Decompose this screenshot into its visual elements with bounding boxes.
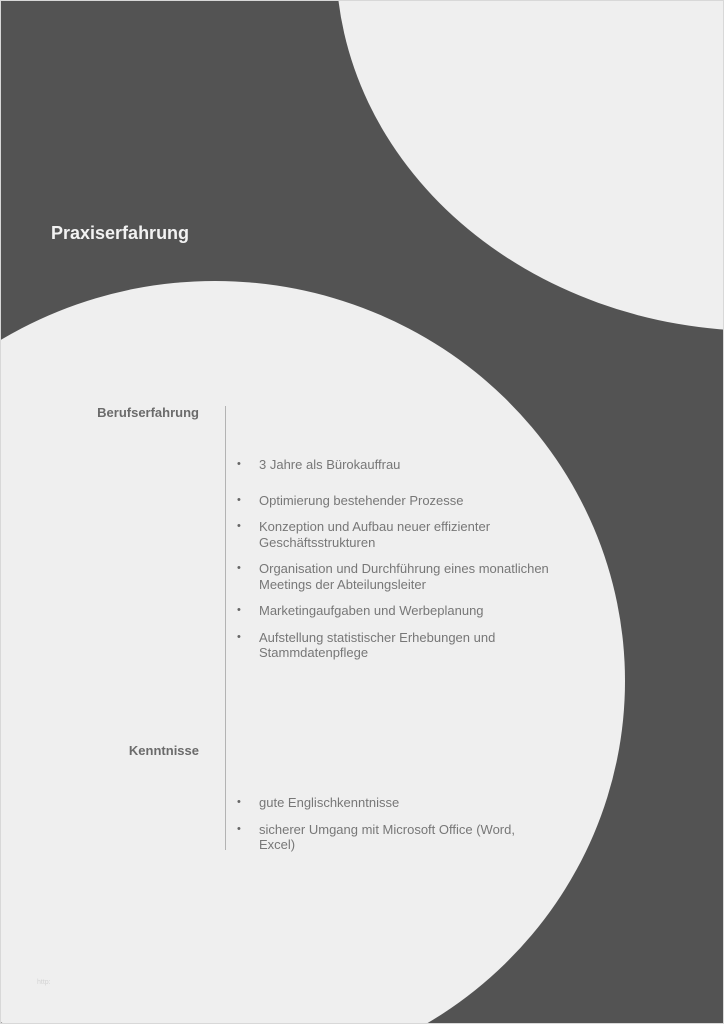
list-item: • 3 Jahre als Bürokauffrau: [237, 457, 577, 473]
list-item: • Aufstellung statistischer Erhebungen und Stammdatenpflege: [237, 630, 529, 661]
footer-watermark: http:: [37, 979, 51, 986]
vertical-divider: [225, 406, 226, 850]
section-label-kenntnisse: Kenntnisse: [128, 743, 199, 758]
section-label-berufserfahrung: Berufserfahrung: [97, 405, 199, 420]
list-item: • sicherer Umgang mit Microsoft Office (Word, Excel): [237, 822, 539, 853]
list-item: • Konzeption und Aufbau neuer effizienter Geschäftsstrukturen: [237, 519, 519, 550]
list-item: • Organisation und Durchführung eines monatlichen Meetings der Abteilungsleiter: [237, 561, 577, 592]
berufserfahrung-list: [237, 457, 577, 661]
decorative-circle-top-right: [336, 0, 724, 331]
list-item: • Marketingaufgaben und Werbeplanung: [237, 603, 577, 619]
list-item: • gute Englischkenntnisse: [237, 795, 577, 811]
page-title: Praxiserfahrung: [51, 223, 190, 243]
list-item: • Optimierung bestehender Prozesse: [237, 493, 577, 509]
kenntnisse-list: [237, 795, 577, 853]
